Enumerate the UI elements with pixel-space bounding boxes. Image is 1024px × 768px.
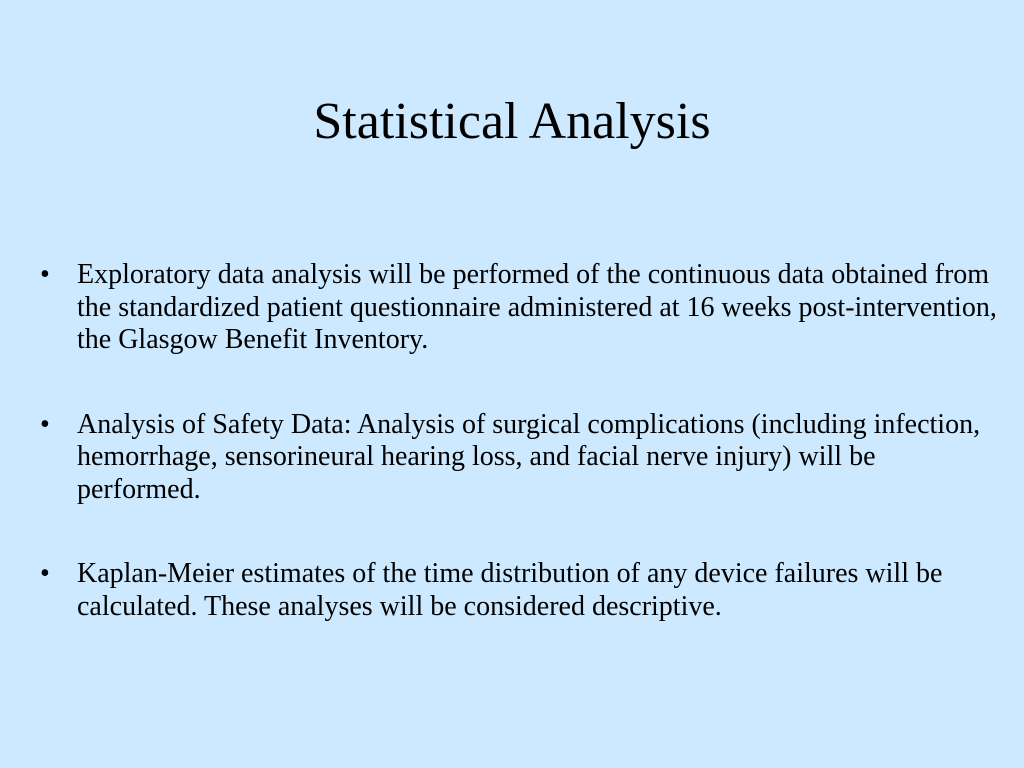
bullet-item-kaplan-meier — [40, 558, 1000, 623]
bullet-text: Exploratory data analysis will be performed of the continuous data obtained from the standardized patient questionnaire administered at 16 weeks post-intervention, the Glasgow Benefit Inventory. — [77, 259, 997, 355]
bullet-dot-icon: • — [40, 558, 50, 589]
slide-title: Statistical Analysis — [313, 93, 711, 150]
bullet-text: Kaplan-Meier estimates of the time distribution of any device failures will be calculated. These analyses will be considered descriptive. — [77, 558, 943, 622]
bullet-item-safety-data — [40, 409, 1000, 507]
bullet-text: Analysis of Safety Data: Analysis of surgical complications (including infection, hemorrhage, sensorineural hearing loss, and facial nerve injury) will be performed. — [77, 408, 981, 505]
bullet-item-exploratory-analysis — [40, 259, 1000, 357]
bullet-list — [40, 259, 1000, 623]
bullet-dot-icon: • — [40, 259, 50, 290]
bullet-dot-icon: • — [40, 408, 50, 440]
